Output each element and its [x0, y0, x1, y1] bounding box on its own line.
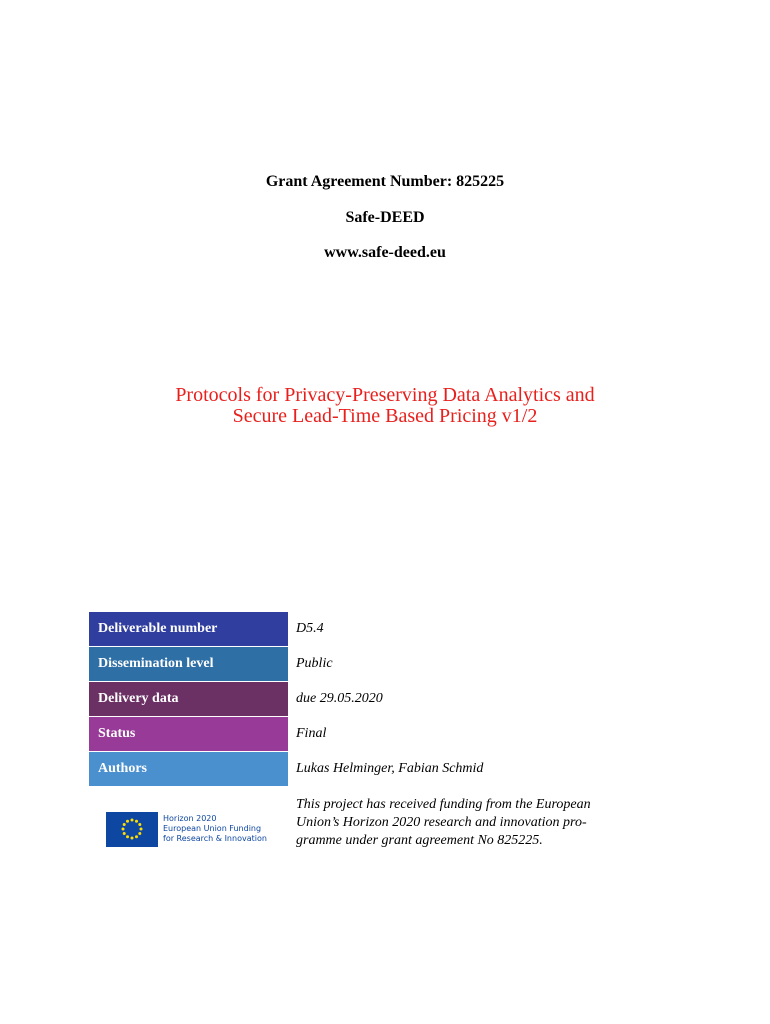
funding-line-2: Union’s Horizon 2020 research and innovation pro-: [296, 815, 587, 830]
status-value: Final: [296, 726, 327, 741]
grant-agreement-number: Grant Agreement Number: 825225: [265, 173, 505, 190]
project-name: Safe-DEED: [345, 209, 425, 226]
status-label: Status: [89, 717, 288, 751]
document-title-line-1: Protocols for Privacy-Preserving Data Analytics and: [175, 384, 595, 406]
document-title-line-2: Secure Lead-Time Based Pricing v1/2: [232, 405, 538, 427]
dissemination-level-value: Public: [296, 656, 333, 671]
logo-line-1: Horizon 2020: [163, 814, 217, 823]
dissemination-level-label: Dissemination level: [89, 647, 288, 681]
deliverable-number-value: D5.4: [296, 621, 324, 636]
logo-line-3: for Research & Innovation: [163, 834, 267, 843]
authors-label: Authors: [89, 752, 288, 786]
eu-flag-icon: [106, 812, 158, 847]
delivery-data-label: Delivery data: [89, 682, 288, 716]
funding-line-1: This project has received funding from the European: [296, 797, 591, 812]
deliverable-info-table: [89, 612, 649, 787]
authors-value: Lukas Helminger, Fabian Schmid: [296, 761, 484, 776]
horizon-2020-logo: [106, 811, 274, 847]
funding-acknowledgement: [296, 796, 636, 850]
table-row: [89, 717, 649, 752]
table-row: [89, 752, 649, 787]
logo-line-2: European Union Funding: [163, 824, 262, 833]
project-website: www.safe-deed.eu: [324, 244, 446, 261]
funding-line-3: gramme under grant agreement No 825225.: [296, 833, 543, 848]
deliverable-number-label: Deliverable number: [89, 612, 288, 646]
delivery-data-value: due 29.05.2020: [296, 691, 383, 706]
horizon-logo-text: [163, 814, 267, 844]
table-row: [89, 682, 649, 717]
table-row: [89, 612, 649, 647]
document-title: [0, 385, 770, 427]
table-row: [89, 647, 649, 682]
